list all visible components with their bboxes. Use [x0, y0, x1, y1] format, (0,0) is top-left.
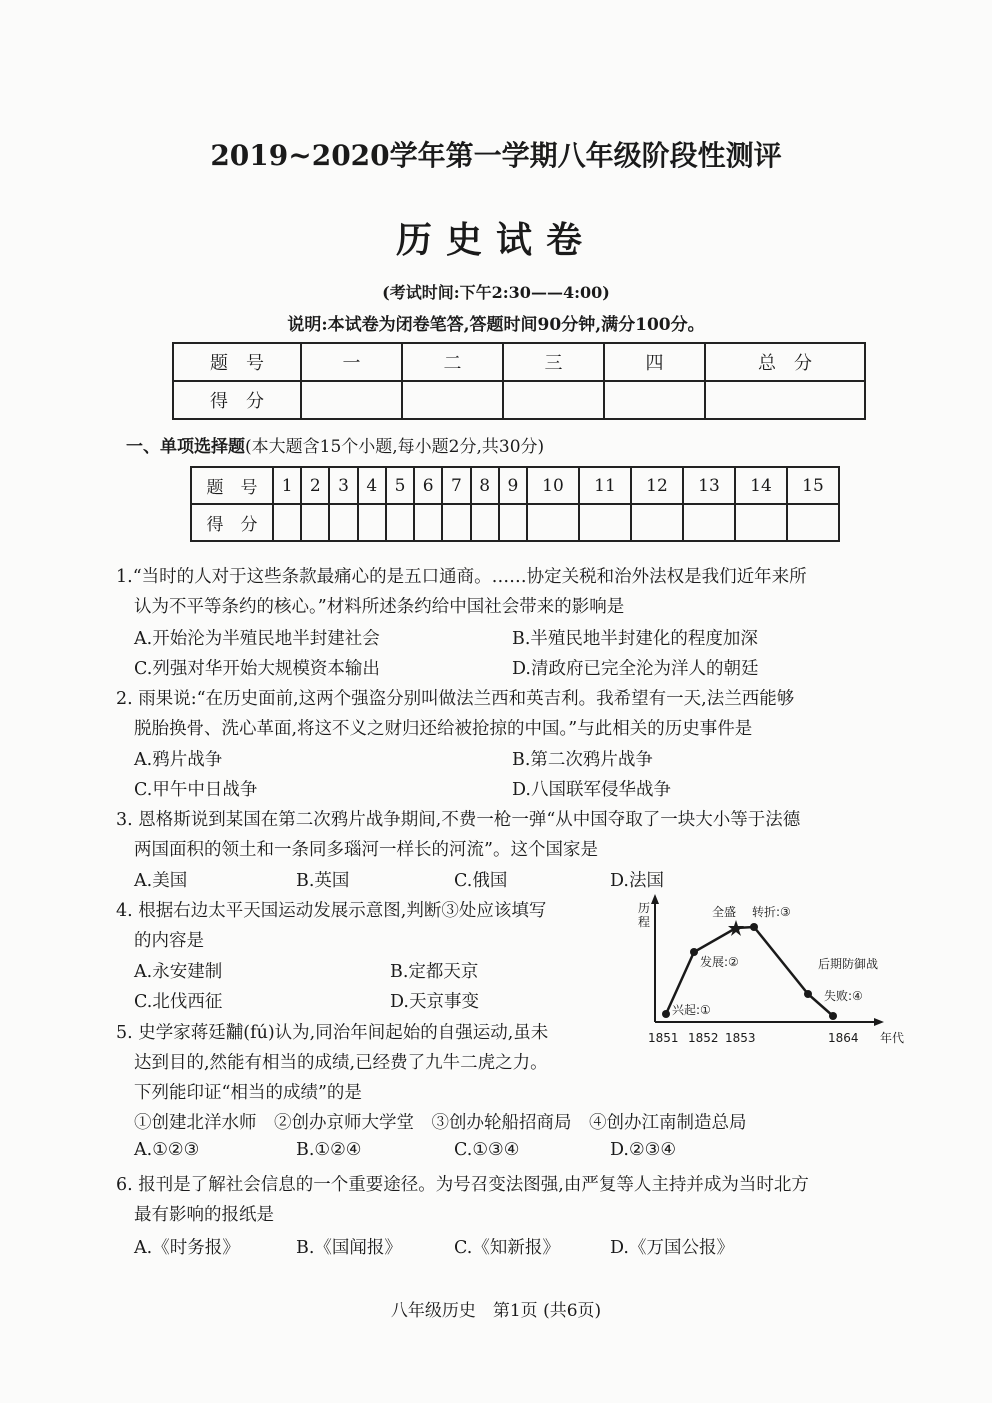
score-col-4: 四: [604, 343, 705, 381]
x-axis-arrow-icon: [874, 1018, 884, 1026]
q6-option-b[interactable]: B.《国闻报》: [296, 1238, 402, 1258]
q5-stem-line2: 达到目的,然能有相当的成绩,已经费了九牛二虎之力。: [134, 1053, 548, 1073]
q3-option-d[interactable]: D.法国: [610, 871, 664, 891]
q5-option-b[interactable]: B.①②④: [296, 1140, 362, 1160]
q2-stem-line1: 2. 雨果说:“在历史面前,这两个强盗分别叫做法兰西和英吉利。我希望有一天,法兰西能够: [116, 689, 795, 709]
q5-stem-line3: 下列能印证“相当的成绩”的是: [134, 1083, 362, 1103]
x-tick-1853: 1853: [725, 1031, 756, 1045]
qtable-score-cell[interactable]: [683, 504, 735, 541]
q1-stem-line1: 1.“当时的人对于这些条款最痛心的是五口通商。……协定关税和治外法权是我们近年来所: [116, 567, 807, 587]
q4-option-c[interactable]: C.北伐西征: [134, 992, 223, 1012]
qtable-number: 14: [735, 467, 787, 504]
qtable-score-cell[interactable]: [301, 504, 329, 541]
q4-option-d[interactable]: D.天京事变: [390, 992, 479, 1012]
qtable-number: 2: [301, 467, 329, 504]
x-axis-label: 年代: [880, 1031, 905, 1045]
x-tick-1864: 1864: [828, 1031, 859, 1045]
q6-stem-line2: 最有影响的报纸是: [134, 1205, 274, 1225]
taiping-diagram: [628, 890, 918, 1056]
label-late: 后期防御战: [818, 957, 879, 971]
y-label-2: 程: [638, 915, 651, 929]
q2-option-d[interactable]: D.八国联军侵华战争: [512, 780, 671, 800]
label-rise: 兴起:①: [672, 1003, 711, 1017]
qtable-number: 9: [499, 467, 527, 504]
q5-items: ①创建北洋水师 ②创办京师大学堂 ③创办轮船招商局 ④创办江南制造总局: [134, 1113, 747, 1133]
q3-stem-line1: 3. 恩格斯说到某国在第二次鸦片战争期间,不费一枪一弹“从中国夺取了一块大小等于法德: [116, 810, 801, 830]
qtable-number: 15: [787, 467, 839, 504]
q5-option-c[interactable]: C.①③④: [454, 1140, 520, 1160]
qtable-score-cell[interactable]: [735, 504, 787, 541]
score-cell[interactable]: [604, 381, 705, 419]
label-fail: 失败:④: [824, 989, 863, 1003]
q2-stem-line2: 脱胎换骨、洗心革面,将这不义之财归还给被抢掠的中国。”与此相关的历史事件是: [134, 719, 753, 739]
score-col-2: 二: [402, 343, 503, 381]
score-label-number: 题 号: [173, 343, 301, 381]
q5-stem-line1: 5. 史学家蒋廷黼(fú)认为,同治年间起始的自强运动,虽未: [116, 1023, 549, 1043]
qtable-number: 13: [683, 467, 735, 504]
point-rise: [662, 1010, 670, 1018]
x-tick-1851: 1851: [648, 1031, 679, 1045]
qtable-score-cell[interactable]: [499, 504, 527, 541]
q2-option-a[interactable]: A.鸦片战争: [134, 750, 223, 770]
section-heading: [126, 432, 544, 457]
q5-option-a[interactable]: A.①②③: [134, 1140, 200, 1160]
score-col-3: 三: [503, 343, 604, 381]
q6-option-c[interactable]: C.《知新报》: [454, 1238, 560, 1258]
score-cell[interactable]: [705, 381, 865, 419]
qtable-score-cell[interactable]: [358, 504, 386, 541]
q6-option-d[interactable]: D.《万国公报》: [610, 1238, 734, 1258]
qtable-number: 8: [471, 467, 499, 504]
score-cell[interactable]: [301, 381, 402, 419]
section-desc: (本大题含15个小题,每小题2分,共30分): [245, 437, 545, 457]
q6-stem-line1: 6. 报刊是了解社会信息的一个重要途径。为号召变法图强,由严复等人主持并成为当时北方: [116, 1175, 809, 1195]
section-title: 一、单项选择题: [126, 437, 245, 457]
qtable-score-cell[interactable]: [329, 504, 357, 541]
score-label-score: 得 分: [173, 381, 301, 419]
q4-stem-line1: 4. 根据右边太平天国运动发展示意图,判断③处应该填写: [116, 901, 547, 921]
qtable-score-cell[interactable]: [442, 504, 470, 541]
qtable-score-cell[interactable]: [631, 504, 683, 541]
qtable-score-cell[interactable]: [414, 504, 442, 541]
q1-option-d[interactable]: D.清政府已完全沦为洋人的朝廷: [512, 659, 759, 679]
qtable-number: 5: [386, 467, 414, 504]
q1-option-b[interactable]: B.半殖民地半封建化的程度加深: [512, 629, 758, 649]
exam-title: 2019~2020学年第一学期八年级阶段性测评: [210, 139, 782, 172]
q2-option-c[interactable]: C.甲午中日战争: [134, 780, 258, 800]
qtable-label-number: 题 号: [191, 467, 273, 504]
q3-option-a[interactable]: A.美国: [134, 871, 188, 891]
qtable-score-cell[interactable]: [787, 504, 839, 541]
score-col-1: 一: [301, 343, 402, 381]
point-late: [804, 990, 812, 998]
score-table: [172, 342, 866, 420]
score-col-total: 总 分: [705, 343, 865, 381]
qtable-number: 6: [414, 467, 442, 504]
qtable-label-score: 得 分: [191, 504, 273, 541]
q4-option-a[interactable]: A.永安建制: [134, 962, 223, 982]
qtable-number: 10: [527, 467, 579, 504]
point-fail: [829, 1012, 837, 1020]
label-peak: 全盛: [712, 905, 737, 919]
q1-option-a[interactable]: A.开始沦为半殖民地半封建社会: [134, 629, 380, 649]
label-develop: 发展:②: [700, 955, 739, 969]
q5-option-d[interactable]: D.②③④: [610, 1140, 677, 1160]
q4-stem-line2: 的内容是: [134, 931, 204, 951]
q3-stem-line2: 两国面积的领土和一条同多瑙河一样长的河流”。这个国家是: [134, 840, 598, 860]
qtable-number: 11: [579, 467, 631, 504]
y-label-1: 历: [638, 901, 651, 915]
q1-stem-line2: 认为不平等条约的核心。”材料所述条约给中国社会带来的影响是: [134, 597, 625, 617]
q2-option-b[interactable]: B.第二次鸦片战争: [512, 750, 653, 770]
page-footer: 八年级历史 第1页 (共6页): [390, 1301, 602, 1321]
qtable-number: 7: [442, 467, 470, 504]
point-develop: [690, 948, 698, 956]
qtable-score-cell[interactable]: [471, 504, 499, 541]
q1-option-c[interactable]: C.列强对华开始大规模资本输出: [134, 659, 380, 679]
q6-option-a[interactable]: A.《时务报》: [134, 1238, 240, 1258]
y-axis-arrow-icon: [651, 894, 659, 904]
point-turn: [750, 923, 758, 931]
q3-option-c[interactable]: C.俄国: [454, 871, 508, 891]
qtable-number: 1: [273, 467, 301, 504]
subject-title: 历史试卷: [395, 219, 596, 261]
qtable-score-cell[interactable]: [273, 504, 301, 541]
qtable-score-cell[interactable]: [386, 504, 414, 541]
x-tick-1852: 1852: [688, 1031, 719, 1045]
score-cell[interactable]: [402, 381, 503, 419]
qtable-score-cell[interactable]: [527, 504, 579, 541]
qtable-number: 12: [631, 467, 683, 504]
q3-option-b[interactable]: B.英国: [296, 871, 350, 891]
qtable-score-cell[interactable]: [579, 504, 631, 541]
q4-option-b[interactable]: B.定都天京: [390, 962, 479, 982]
qtable-number: 3: [329, 467, 357, 504]
qtable-number: 4: [358, 467, 386, 504]
label-turn: 转折:③: [752, 905, 791, 919]
exam-note: 说明:本试卷为闭卷笔答,答题时间90分钟,满分100分。: [287, 315, 705, 335]
question-score-table: [190, 466, 840, 542]
score-cell[interactable]: [503, 381, 604, 419]
exam-time: (考试时间:下午2:30——4:00): [382, 283, 610, 302]
